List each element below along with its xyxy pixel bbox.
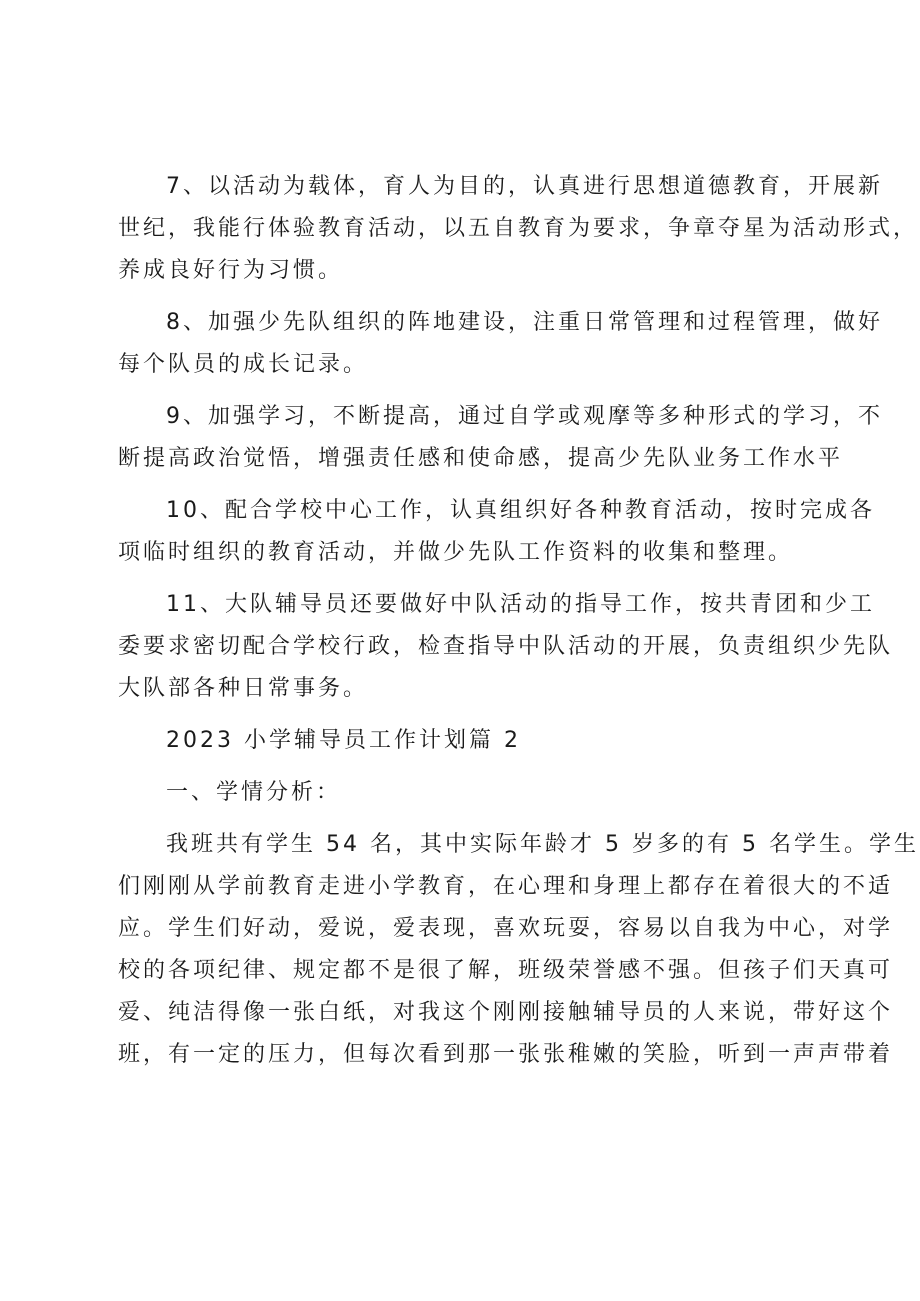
paragraph-item-10 bbox=[118, 490, 875, 574]
text-line: 每个队员的成长记录。 bbox=[118, 352, 369, 377]
document-body bbox=[118, 166, 919, 1076]
text-line: 养成良好行为习惯。 bbox=[118, 258, 344, 283]
text-line: 世纪，我能行体验教育活动，以五自教育为要求，争章夺星为活动形式， bbox=[118, 216, 919, 241]
text-line: 大队部各种日常事务。 bbox=[118, 676, 369, 701]
paragraph-item-7 bbox=[118, 166, 919, 292]
text-line: 项临时组织的教育活动，并做少先队工作资料的收集和整理。 bbox=[118, 540, 794, 565]
paragraph-analysis bbox=[118, 824, 919, 1076]
paragraph-item-9 bbox=[118, 396, 883, 480]
text-line: 一、学情分析： bbox=[166, 780, 342, 805]
text-line: 校的各项纪律、规定都不是很了解，班级荣誉感不强。但孩子们天真可 bbox=[118, 958, 894, 983]
text-line: 2023 小学辅导员工作计划篇 2 bbox=[166, 728, 521, 753]
text-line: 11、大队辅导员还要做好中队活动的指导工作，按共青团和少工 bbox=[166, 592, 875, 617]
section-title bbox=[118, 720, 830, 762]
text-line: 爱、纯洁得像一张白纸，对我这个刚刚接触辅导员的人来说，带好这个 bbox=[118, 1000, 894, 1025]
paragraph-item-8 bbox=[118, 302, 883, 386]
text-line: 班，有一定的压力，但每次看到那一张张稚嫩的笑脸，听到一声声带着 bbox=[118, 1042, 894, 1067]
text-line: 8、加强少先队组织的阵地建设，注重日常管理和过程管理，做好 bbox=[166, 310, 883, 335]
text-line: 委要求密切配合学校行政，检查指导中队活动的开展，负责组织少先队 bbox=[118, 634, 894, 659]
text-line: 们刚刚从学前教育走进小学教育，在心理和身理上都存在着很大的不适 bbox=[118, 874, 894, 899]
text-line: 我班共有学生 54 名，其中实际年龄才 5 岁多的有 5 名学生。学生 bbox=[166, 832, 919, 857]
text-line: 7、以活动为载体，育人为目的，认真进行思想道德教育，开展新 bbox=[166, 174, 883, 199]
subsection-heading bbox=[118, 772, 830, 814]
text-line: 9、加强学习，不断提高，通过自学或观摩等多种形式的学习，不 bbox=[166, 404, 883, 429]
text-line: 断提高政治觉悟，增强责任感和使命感，提高少先队业务工作水平 bbox=[118, 446, 844, 471]
text-line: 10、配合学校中心工作，认真组织好各种教育活动，按时完成各 bbox=[166, 498, 875, 523]
text-line: 应。学生们好动，爱说，爱表现，喜欢玩耍，容易以自我为中心，对学 bbox=[118, 916, 894, 941]
paragraph-item-11 bbox=[118, 584, 894, 710]
